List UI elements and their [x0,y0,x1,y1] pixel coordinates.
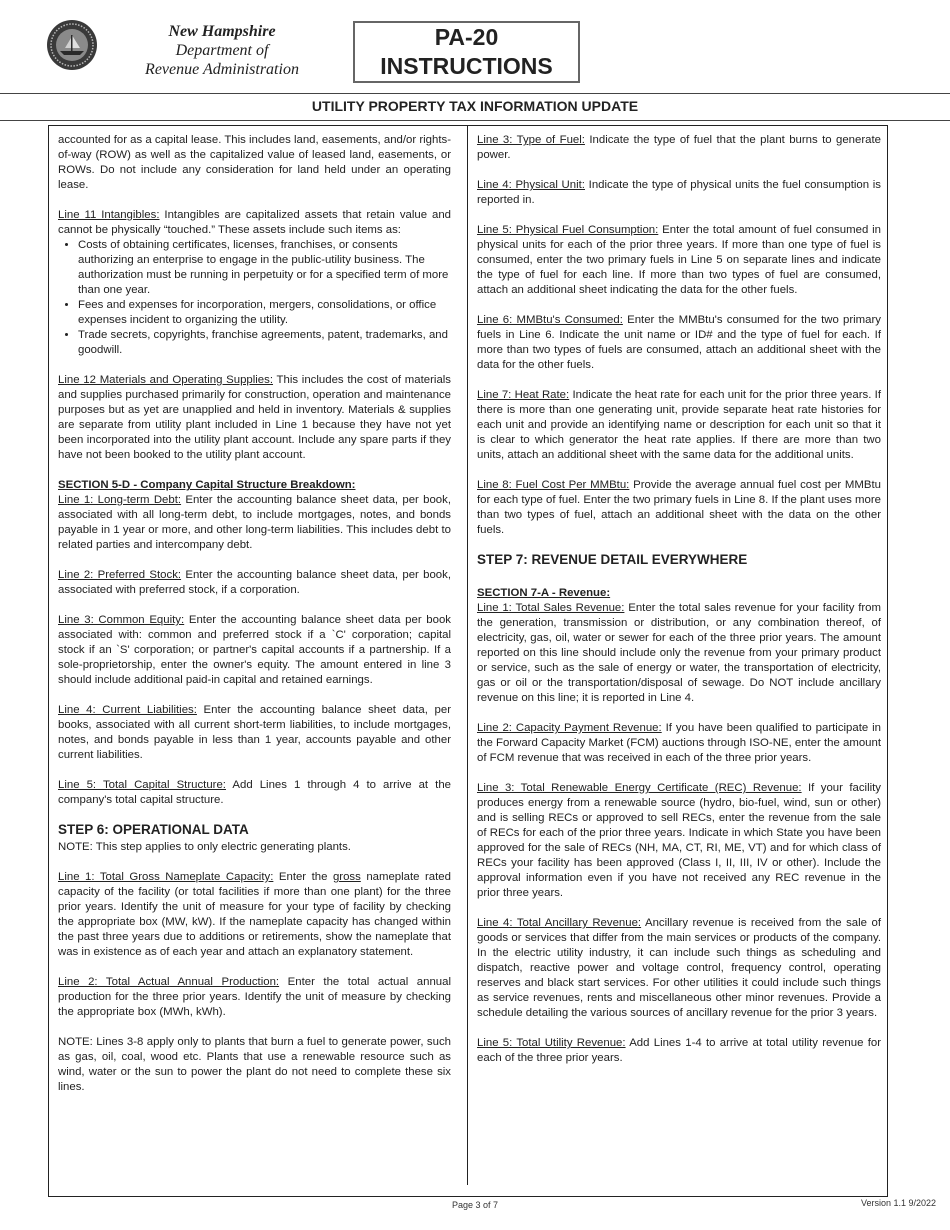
section-7a-heading [477,586,881,601]
s6-line8-paragraph [477,478,881,538]
s6-line4-label: Line 4: Physical Unit: [477,179,585,191]
s7-line4-text: Ancillary revenue is received from the sale of goods or services that differ from the main services or products of the company. In the electric utility industry, it can include such things as scheduling and dispatch, reactive power and voltage control, frequency control, operating reserves and black start services. For other utilities it could include such things as service revenues, rents and miscellaneous other minor revenues. Provide a schedule detailing the various sources of ancillary revenue for the prior 3 years. [477,917,881,1019]
agency-name [112,22,332,79]
line11-paragraph [58,208,451,238]
s7-line2-paragraph [477,721,881,766]
column-divider [467,125,468,1185]
s6-line5-label: Line 5: Physical Fuel Consumption: [477,224,659,236]
s6-line8-text: Provide the average annual fuel cost per MMBtu for each type of fuel. Enter the two primary fuels in Line 8. If the plant uses more than two types of fuel, attach an additional sheet with the data on the other fuels. [477,479,882,536]
s6-line1-text-b: nameplate rated capacity of the facility (or total facilities if more than one plant) for the three prior years. Identify the unit of measure for your type of facility by checking the appropriate box (MW, kW). If the nameplate capacity has changed within the past three years due to additions or retirements, show the nameplate that was in existence as of each year and attach an explanatory statement. [58,871,451,958]
s6-line1-paragraph [58,870,451,960]
list-item: • Fees and expenses for incorporation, mergers, consolidations, or office expenses incident to organizing the utility. [78,298,451,328]
list-item: • Trade secrets, copyrights, franchise agreements, patent, trademarks, and goodwill. [78,328,451,358]
s5-line5-label: Line 5: Total Capital Structure: [58,779,226,791]
section-5d-heading [58,478,451,493]
line11-label: Line 11 Intangibles: [58,209,160,221]
list-item: • Costs of obtaining certificates, licenses, franchises, or consents authorizing an enterprise to engage in the public-utility business. The authorization must be running in perpetuity or for a specified term of more than one year. [78,238,451,298]
s5-line3-paragraph [58,613,451,688]
form-subtitle: INSTRUCTIONS [380,53,553,79]
form-number: PA-20 [434,24,499,50]
agency-dept: Department of [175,42,269,59]
left-column [58,133,451,1110]
s6-line2-paragraph [58,975,451,1020]
s6-line1-gross: gross [332,871,361,883]
s5-line2-label: Line 2: Preferred Stock: [58,569,182,581]
s5-line5-text: Add Lines 1 through 4 to arrive at the company's total capital structure. [58,779,451,806]
s5-line4-paragraph [58,703,451,763]
s6-line8-label: Line 8: Fuel Cost Per MMBtu: [477,479,630,491]
s7-line5-label: Line 5: Total Utility Revenue: [477,1037,626,1049]
s6-line4-text: Indicate the type of physical units the fuel consumption is reported in. [477,179,881,206]
s6-line1-label: Line 1: Total Gross Nameplate Capacity: [58,871,274,883]
s6-line6-paragraph [477,313,881,373]
s6-line7-label: Line 7: Heat Rate: [477,389,570,401]
step7-heading: STEP 7: REVENUE DETAIL EVERYWHERE [477,552,748,567]
capital-lease-text: accounted for as a capital lease. This includes land, easements, and/or rights-of-way (ROW) as well as the capitalized value of leased land, easements, or ROWs. Do not include any consideration for land held under an operating lease. [58,134,451,191]
line12-paragraph [58,373,451,463]
s7-line4-label: Line 4: Total Ancillary Revenue: [477,917,642,929]
lines-3-8-note: NOTE: Lines 3-8 apply only to plants that burn a fuel to generate power, such as gas, oil, coal, wood etc. Plants that use a renewable resource such as wind, water or the sun to power the plant do not need to complete these six lines. [58,1036,451,1093]
s6-line6-label: Line 6: MMBtu's Consumed: [477,314,623,326]
header-rule-top [0,93,950,94]
s6-line3-label: Line 3: Type of Fuel: [477,134,585,146]
s6-line7-paragraph [477,388,881,463]
s7-line5-paragraph [477,1036,881,1066]
s5-line1-text: Enter the accounting balance sheet data, per book, associated with all long-term debt, to include mortgages, notes, and bonds payable in 1 year or more, and other long-term liabilities. This includes debt to related parties and intercompany debt. [58,494,451,551]
s5-line2-paragraph [58,568,451,598]
s5-line4-label: Line 4: Current Liabilities: [58,704,197,716]
s6-line7-text: Indicate the heat rate for each unit for the prior three years. If there is more than one generating unit, provide separate heat rate histories for each unit and provide an identifying name or description for each unit so that it is clear to which generator the heat rate applies. If there are more than two units, attach an additional sheet with the same data for the additional units. [477,389,881,461]
s6-line4-paragraph [477,178,881,208]
form-title-box [353,21,580,83]
line12-text: This includes the cost of materials and supplies purchased primarily for construction, operation and maintenance purposes but as yet are unapplied and held in inventory. Materials & supplies are separate from utility plant included in Line 1 because they have not yet been incorporated into the utility plant account. Include any spare parts if they have not been booked to the utility plant account. [58,374,452,461]
s6-line3-text: Indicate the type of fuel that the plant burns to generate power. [477,134,881,161]
s5-line4-text: Enter the accounting balance sheet data, per books, associated with all current short-term liabilities, to include mortgages, notes, and bonds payable in less than 1 year, accounts payable and other current liabilities. [58,704,452,761]
s7-line1-label: Line 1: Total Sales Revenue: [477,602,625,614]
line12-label: Line 12 Materials and Operating Supplies: [58,374,274,386]
s7-line3-text: If your facility produces energy from a renewable source (hydro, bio-fuel, wind, sun or other) and is selling RECs or approved to sell RECs, enter the revenue from the sale of RECs for each of the prior three years. Indicate in which State you have been approved for the sale of RECs (NH, MA, CT, RI, ME, VT) and for which class of RECs your facility has been approved (Class I, II, III, IV or other). Include the approval information even if you have not received any REC revenue in the prior three years. [477,782,881,899]
s7-line4-paragraph [477,916,881,1021]
s7-line2-text: If you have been qualified to participate in the Forward Capacity Market (FCM) auctions through ISO-NE, enter the amount of FCM revenue that was received in each of the three prior years. [477,722,881,764]
s6-line3-paragraph [477,133,881,163]
agency-state: New Hampshire [168,23,276,40]
s7-line1-paragraph [477,601,881,706]
state-seal-icon [46,19,98,71]
page-title: UTILITY PROPERTY TAX INFORMATION UPDATE [311,98,639,114]
s7-line3-label: Line 3: Total Renewable Energy Certificate (REC) Revenue: [477,782,802,794]
section-7a-title: SECTION 7-A - Revenue: [477,587,611,599]
step6-heading: STEP 6: OPERATIONAL DATA [58,822,249,837]
s6-line6-text: Enter the MMBtu's consumed for the two primary fuels in Line 6. Indicate the unit name or ID# and the type of fuel for each. If more than two types of fuels are consumed, attach an additional sheet with the data for the other fuels. [477,314,881,371]
step6-note: NOTE: This step applies to only electric generating plants. [58,841,351,853]
s5-line1-paragraph [58,493,451,553]
s5-line3-text: Enter the accounting balance sheet data per book associated with: common and preferred stock if a `C' corporation; capital stock if an `S' corporation; or partner's capital accounts if a partnership. If a sole-proprietorship, enter the owner's equity. The amount entered in line 3 should include additional paid-in capital and retained earnings. [58,614,452,686]
s7-line2-label: Line 2: Capacity Payment Revenue: [477,722,662,734]
version-label: Version 1.1 9/2022 [860,1198,936,1208]
header-rule-bottom [0,120,950,121]
page-number: Page 3 of 7 [451,1200,499,1210]
s6-line5-text: Enter the total amount of fuel consumed in physical units for each of the prior three years. If more than one type of fuel is consumed, enter the two primary fuels in Line 5 on separate lines and indicate the type of fuel for each line. If more than two types of fuel are consumed, attach an additional sheet indicating the data for the other fuels. [477,224,882,296]
s5-line5-paragraph [58,778,451,808]
section-5d-title: SECTION 5-D - Company Capital Structure Breakdown: [58,479,356,491]
agency-admin: Revenue Administration [145,61,299,78]
s6-line5-paragraph [477,223,881,298]
intangibles-list [58,238,451,358]
s5-line1-label: Line 1: Long-term Debt: [58,494,182,506]
s6-line1-text-a: Enter the [273,871,333,883]
s7-line1-text: Enter the total sales revenue for your facility from the generation, transmission or distribution, or any combination thereof, of electricity, gas, oil, water or sewer for each of the three prior years. The amount reported on this line should include only the revenue from your primary product or service, such as the sale of energy or water, the transportation of electricity, gas or oil or the transportation/disposal of sewage. Do NOT include ancillary revenue on this line; it is reported in Line 4. [477,602,881,704]
line11-text: Intangibles are capitalized assets that retain value and cannot be physically “touched.” These assets include such items as: [58,209,451,236]
s6-line2-label: Line 2: Total Actual Annual Production: [58,976,280,988]
s5-line2-text: Enter the accounting balance sheet data, per book, associated with preferred stock, if a corporation. [58,569,451,596]
right-column [477,133,881,1081]
s6-line2-text: Enter the total actual annual production for the three prior years. Identify the unit of measure by checking the appropriate box (MWh, kWh). [58,976,451,1018]
s5-line3-label: Line 3: Common Equity: [58,614,185,626]
s7-line5-text: Add Lines 1-4 to arrive at total utility revenue for each of the three prior years. [477,1037,881,1064]
s7-line3-paragraph [477,781,881,901]
